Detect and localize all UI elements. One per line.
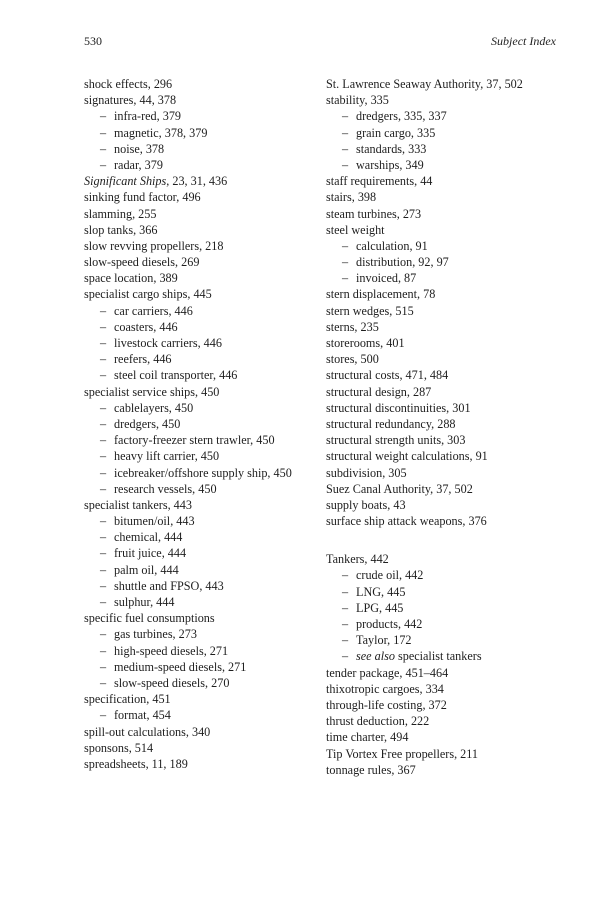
index-entry: slop tanks, 366 [84,222,158,237]
index-entry: supply boats, 43 [326,497,406,512]
index-entry: specialist service ships, 450 [84,384,220,399]
index-entry: Tankers, 442 [326,552,389,567]
index-entry: specialist cargo ships, 445 [84,287,212,302]
index-subentry: – products, 442 [342,617,423,631]
index-entry: St. Lawrence Seaway Authority, 37, 502 [326,77,523,91]
index-subentry: – shuttle and FPSO, 443 [100,578,224,593]
index-entry: stairs, 398 [326,190,377,205]
index-entry: specific fuel consumptions [84,611,215,626]
page-number: 530 [84,34,102,48]
index-subentry: – bitumen/oil, 443 [100,514,195,529]
index-subentry: – cablelayers, 450 [100,400,194,415]
index-subentry: – coasters, 446 [100,319,178,334]
index-entry: stores, 500 [326,352,379,367]
index-subentry: – icebreaker/offshore supply ship, 450 [100,465,292,480]
index-entry: stern displacement, 78 [326,287,436,302]
index-subentry: – chemical, 444 [100,530,183,545]
index-entry: Significant Ships, 23, 31, 436 [84,174,228,189]
index-subentry: – standards, 333 [342,141,427,156]
index-entry: staff requirements, 44 [326,174,433,189]
index-subentry: – fruit juice, 444 [100,546,187,561]
index-subentry: – crude oil, 442 [342,568,424,583]
index-subentry: – steel coil transporter, 446 [100,368,238,383]
index-subentry: – Taylor, 172 [342,633,412,648]
index-entry: space location, 389 [84,271,178,286]
index-entry: tonnage rules, 367 [326,762,416,777]
index-entry: Suez Canal Authority, 37, 502 [326,481,473,496]
index-entry: stern wedges, 515 [326,303,414,318]
index-subentry: – heavy lift carrier, 450 [100,449,220,464]
index-entry: Tip Vortex Free propellers, 211 [326,746,478,761]
index-entry: sinking fund factor, 496 [84,190,201,205]
index-entry: stability, 335 [326,93,389,108]
index-column-right [326,76,566,778]
index-entry: tender package, 451–464 [326,665,449,680]
index-entry: spill-out calculations, 340 [84,724,211,739]
index-entry: thrust deduction, 222 [326,714,430,729]
index-subentry: – LNG, 445 [342,584,406,599]
index-subentry: – reefers, 446 [100,352,172,367]
index-entry: slow revving propellers, 218 [84,238,224,253]
index-subentry: – distribution, 92, 97 [342,255,449,270]
index-entry: sterns, 235 [326,319,379,334]
index-entry: structural redundancy, 288 [326,416,456,431]
index-subentry: – calculation, 91 [342,238,428,253]
index-cross-reference: – see also specialist tankers [342,649,482,664]
index-subentry: – LPG, 445 [342,600,404,615]
index-subentry: – factory-freezer stern trawler, 450 [100,433,275,448]
section-gap [326,529,566,551]
index-subentry: – format, 454 [100,708,171,723]
index-entry: structural weight calculations, 91 [326,449,488,464]
index-entry: structural discontinuities, 301 [326,400,471,415]
index-entry: specification, 451 [84,692,171,707]
index-subentry: – infra-red, 379 [100,109,182,124]
index-subentry: – livestock carriers, 446 [100,336,222,350]
index-entry: structural strength units, 303 [326,433,466,448]
index-subentry: – radar, 379 [100,157,163,172]
index-subentry: – high-speed diesels, 271 [100,643,229,658]
index-subentry: – palm oil, 444 [100,562,179,577]
index-entry: sponsons, 514 [84,740,154,755]
index-subentry: – invoiced, 87 [342,271,417,286]
index-entry: thixotropic cargoes, 334 [326,681,444,696]
index-subentry: – warships, 349 [342,157,424,172]
index-entry: steel weight [326,222,385,237]
index-entry: steam turbines, 273 [326,206,422,221]
index-subentry: – dredgers, 450 [100,416,181,431]
index-subentry: – car carriers, 446 [100,303,193,318]
index-entry: time charter, 494 [326,730,409,745]
index-subentry: – grain cargo, 335 [342,125,436,140]
index-entry: structural design, 287 [326,384,432,399]
index-entry: structural costs, 471, 484 [326,368,449,383]
index-entry: spreadsheets, 11, 189 [84,756,188,771]
index-entry: through-life costing, 372 [326,697,447,712]
index-entry: shock effects, 296 [84,77,173,91]
index-entry: slamming, 255 [84,206,157,221]
index-subentry: – dredgers, 335, 337 [342,109,447,124]
index-subentry: – slow-speed diesels, 270 [100,675,230,690]
index-subentry: – sulphur, 444 [100,595,175,609]
index-column-left [84,76,314,772]
index-entry: signatures, 44, 378 [84,93,177,108]
index-subentry: – magnetic, 378, 379 [100,125,208,140]
index-entry: slow-speed diesels, 269 [84,255,200,270]
index-subentry: – gas turbines, 273 [100,627,197,642]
index-subentry: – noise, 378 [100,141,165,156]
running-head: Subject Index [491,34,556,48]
index-entry: specialist tankers, 443 [84,497,192,512]
index-entry: surface ship attack weapons, 376 [326,514,487,529]
index-subentry: – medium-speed diesels, 271 [100,659,247,674]
index-subentry: – research vessels, 450 [100,481,217,496]
index-entry: storerooms, 401 [326,336,405,350]
index-entry: subdivision, 305 [326,465,407,480]
